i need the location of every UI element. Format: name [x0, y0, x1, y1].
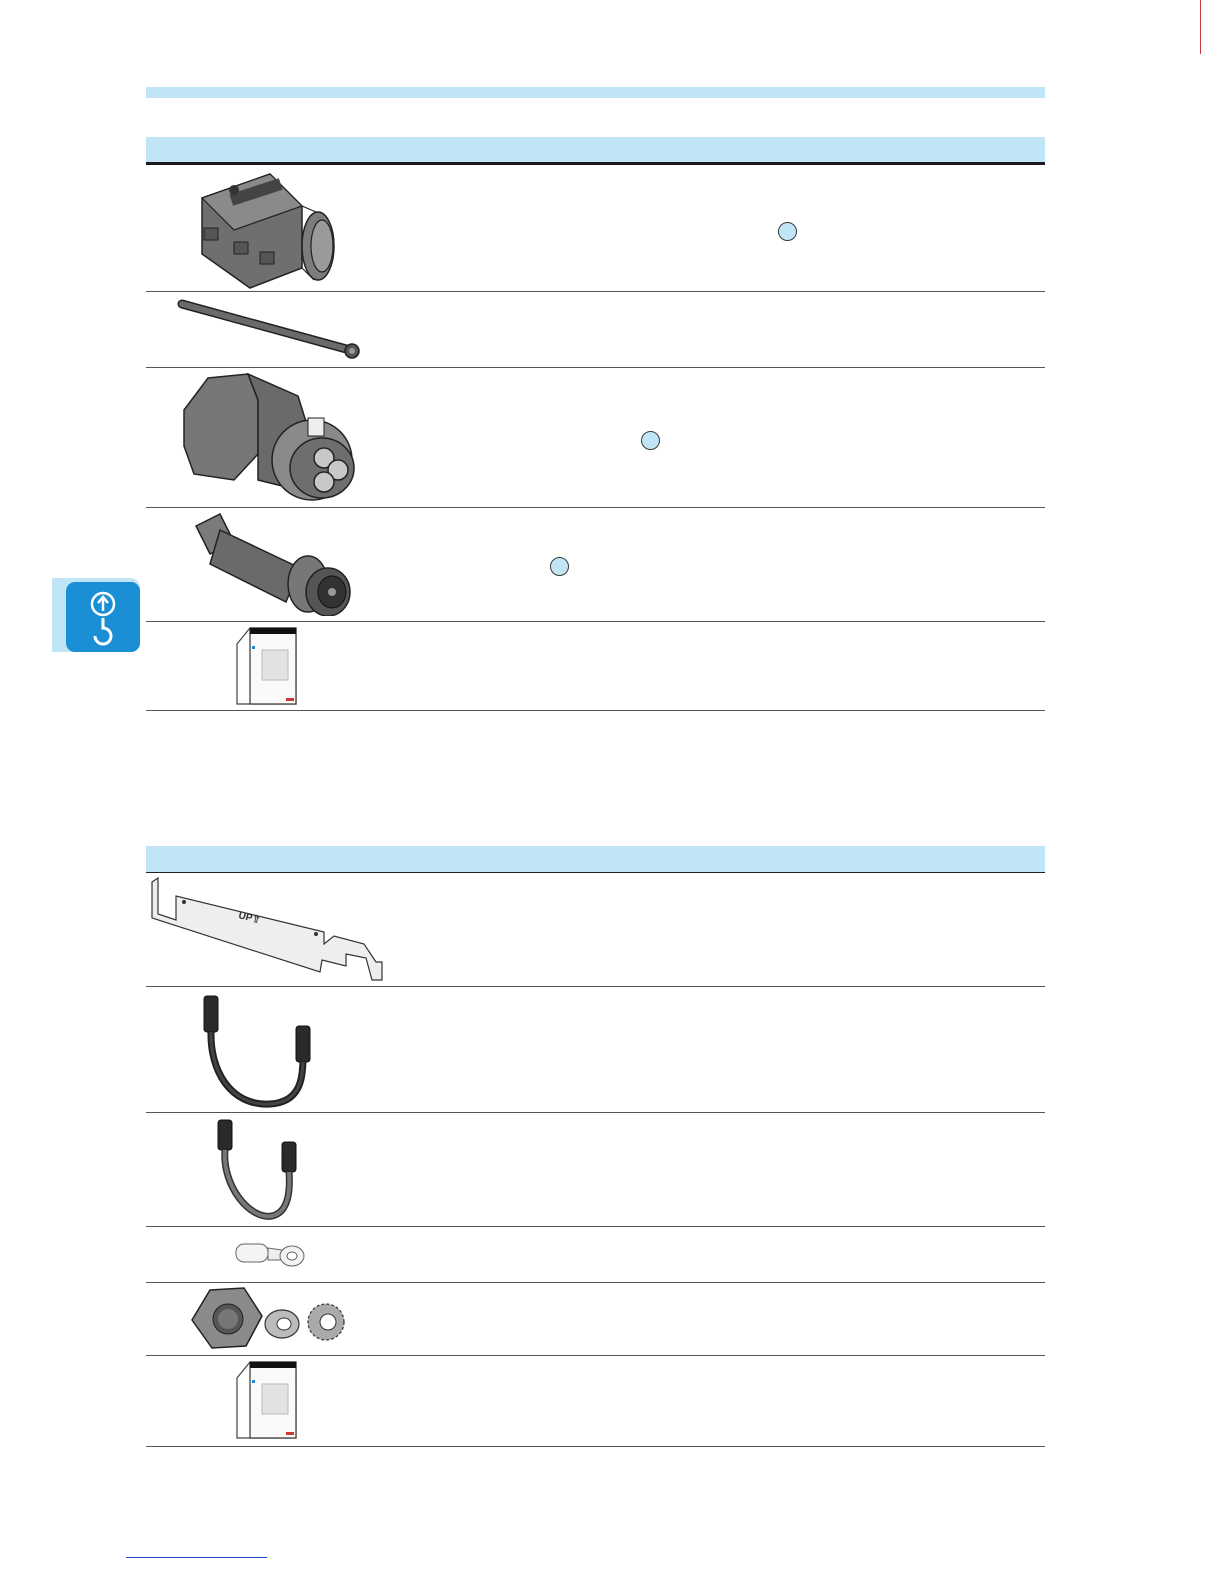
table1-header	[146, 137, 1045, 163]
table2-row-divider	[146, 1355, 1045, 1356]
callout-marker	[550, 557, 569, 576]
nut-washer-set-icon	[188, 1286, 354, 1352]
manual-booklet-icon	[234, 1360, 298, 1442]
table1-row-divider	[146, 367, 1045, 368]
grey-jumper-cable-icon	[210, 1116, 306, 1222]
table1-header-rule	[146, 162, 1045, 165]
table2-row-divider	[146, 1226, 1045, 1227]
footer-link-underline	[126, 1557, 267, 1558]
table1-bottom-rule	[146, 710, 1045, 711]
page-edge-line	[1200, 0, 1201, 54]
signal-connector-icon	[190, 512, 358, 616]
table2-bottom-rule	[146, 1446, 1045, 1447]
bracket-up-label: UP⇧	[237, 910, 262, 927]
antenna-rod-icon	[176, 296, 362, 362]
callout-marker	[641, 431, 660, 450]
cable-gland-connector-icon	[190, 168, 340, 290]
lifting-hook-icon	[66, 582, 140, 652]
ac-plug-connector-icon	[178, 370, 362, 504]
mounting-bracket-icon	[148, 876, 384, 984]
table2-row-divider	[146, 986, 1045, 987]
table1-row-divider	[146, 291, 1045, 292]
callout-marker	[778, 222, 797, 241]
manual-booklet-icon	[234, 626, 298, 708]
table1-row-divider	[146, 507, 1045, 508]
table1-row-divider	[146, 621, 1045, 622]
black-jumper-cable-icon	[190, 990, 326, 1110]
table2-row-divider	[146, 1282, 1045, 1283]
ring-terminal-icon	[232, 1238, 308, 1272]
table2-header-rule	[146, 872, 1045, 873]
table2-row-divider	[146, 1112, 1045, 1113]
section-header-band	[146, 87, 1045, 98]
table2-header	[146, 846, 1045, 872]
